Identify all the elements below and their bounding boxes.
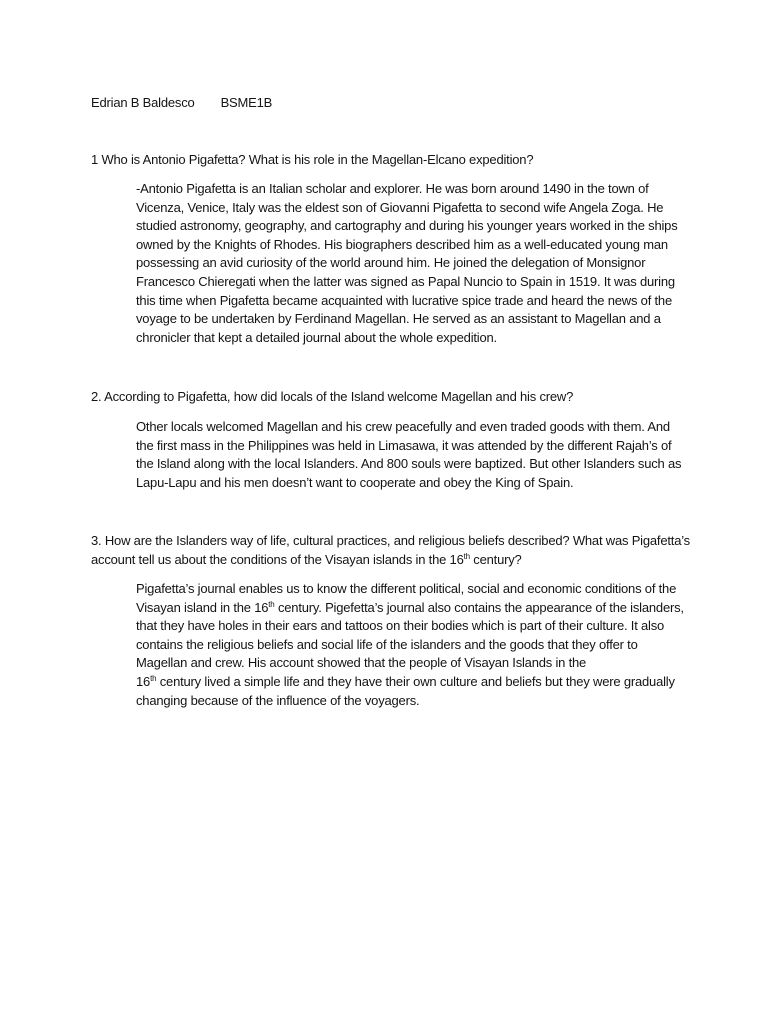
question-3-text-part1: 3. How are the Islanders way of life, cultural practices, and religious beliefs described? What was Pigafetta’s account tell us about the conditions of the Visayan islands in the 16 [91,533,690,567]
question-3-text [91,532,691,569]
student-name: Edrian B Baldesco [91,95,195,110]
answer-3-text-part4: century lived a simple life and they have their own culture and beliefs but they were gradually changing because of the influence of the voyagers. [136,673,675,708]
document-header [91,94,272,112]
answer-3-text [136,580,684,710]
answer-3-text-part2: century. Pigefetta’s journal also contains the appearance of the islanders, that they have holes in their ears and tattoos on their bodies which is part of their culture. It also contains the religious beliefs and social life of the islanders and the goods that they offer to Magellan and crew. His account showed that the people of Visayan Islands in the [136,599,684,671]
answer-3-text-part3: 16 [136,673,151,689]
question-2-text: 2. According to Pigafetta, how did locals of the Island welcome Magellan and his crew? [91,389,574,404]
question-3 [91,532,691,569]
question-1-text: 1 Who is Antonio Pigafetta? What is his role in the Magellan-Elcano expedition? [91,152,534,167]
question-3-text-part2: century? [469,551,522,567]
answer-3-superscript-1: th [268,599,275,609]
question-3-superscript: th [463,551,470,561]
answer-2 [136,418,684,492]
answer-1-text: -Antonio Pigafetta is an Italian scholar and explorer. He was born around 1490 in the town of Vicenza, Venice, Italy was the eldest son of Giovanni Pigafetta to second wife Angela Zoga. He studied astronomy, geography, and cartography and during his younger years worked in the ships owned by the Knights of Rhodes. His biographers described him as a well-educated young man possessing an avid curiosity of the world around him. He joined the delegation of Monsignor Francesco Chieregati when the latter was signed as Papal Nuncio to Spain in 1519. It was during this time when Pigafetta became acquainted with lucrative spice trade and heard the news of the voyage to be undertaken by Ferdinand Magellan. He served as an assistant to Magellan and a chronicler that kept a detailed journal about the whole expedition. [136,181,678,345]
answer-3-text-part1: Pigafetta’s journal enables us to know the different political, social and economic conditions of the Visayan island in the 16 [136,581,677,615]
answer-2-text: Other locals welcomed Magellan and his crew peacefully and even traded goods with them. And the first mass in the Philippines was held in Limasawa, it was attended by the different Rajah’s of the Island along with the local Islanders. And 800 souls were baptized. But other Islanders such as Lapu-Lapu and his men doesn’t want to cooperate and obey the King of Spain. [136,419,682,490]
answer-1 [136,180,684,347]
question-1 [91,151,691,170]
answer-3 [136,580,684,710]
answer-3-superscript-2: th [150,673,157,683]
student-course: BSME1B [220,95,273,110]
question-2 [91,388,691,407]
